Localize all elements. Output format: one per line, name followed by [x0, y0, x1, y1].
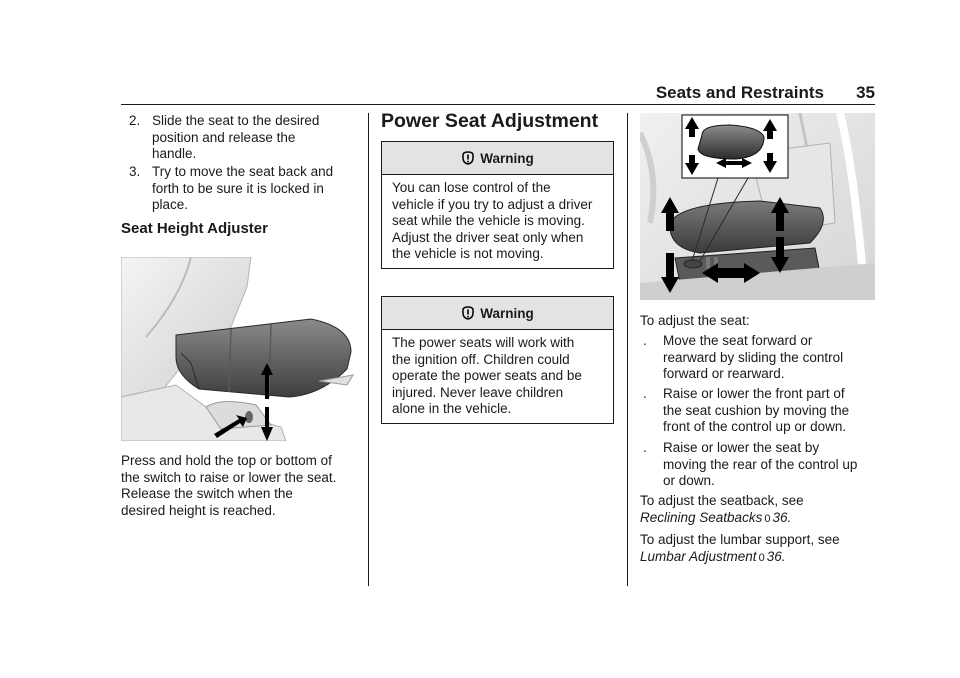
bullet-marker: .	[643, 333, 647, 348]
reclining-seatbacks-link[interactable]: Reclining Seatbacks	[640, 509, 763, 525]
bullet-marker: .	[643, 440, 647, 455]
warning-box-1	[381, 141, 614, 269]
bullet-text: Raise or lower the front part of the seat cushion by moving the front of the control up or down.	[663, 386, 850, 434]
warning-box-2	[381, 296, 614, 424]
bullet-text: Move the seat forward or rearward by sliding the control forward or rearward.	[663, 333, 844, 381]
page-ref[interactable]: 36.	[772, 509, 792, 525]
warning-text: The power seats will work with the ignition off. Children could operate the power seats and be injured. Never leave children alone in the vehicle.	[392, 335, 582, 416]
warning-header: Warning	[382, 297, 613, 330]
seat-height-illustration	[121, 257, 357, 441]
column-divider-left	[368, 113, 369, 586]
page-number: 35	[856, 83, 875, 102]
bullet-text: Raise or lower the seat by moving the rear of the control up or down.	[663, 440, 858, 488]
header-rule	[121, 104, 875, 105]
lumbar-adjustment-link[interactable]: Lumbar Adjustment	[640, 548, 757, 564]
seatback-reference: To adjust the seatback, see Reclining Seatbacks 0 36.	[640, 493, 804, 525]
bullet-marker: .	[643, 386, 647, 401]
seat-height-heading: Seat Height Adjuster	[121, 220, 268, 237]
warning-icon	[461, 306, 475, 321]
step-number: 3.	[129, 164, 141, 179]
step-text: Slide the seat to the desired position and release the handle.	[152, 113, 320, 161]
power-seat-illustration	[640, 113, 875, 300]
adjust-intro: To adjust the seat:	[640, 313, 750, 328]
lumbar-reference: To adjust the lumbar support, see Lumbar Adjustment 0 36.	[640, 532, 840, 564]
page-ref[interactable]: 36.	[766, 548, 786, 564]
page-ref-symbol: 0	[764, 512, 771, 525]
page-ref-symbol: 0	[758, 551, 765, 564]
column-divider-right	[627, 113, 628, 586]
step-text: Try to move the seat back and forth to be sure it is locked in place.	[152, 164, 334, 212]
warning-icon	[461, 151, 475, 166]
section-title: Seats and Restraints	[655, 83, 824, 102]
power-seat-heading: Power Seat Adjustment	[381, 110, 599, 132]
warning-text: You can lose control of the vehicle if you try to adjust a driver seat while the vehicle is moving. Adjust the driver seat only when the vehicle is not moving.	[392, 180, 593, 261]
warning-header: Warning	[382, 142, 613, 175]
height-paragraph: Press and hold the top or bottom of the switch to raise or lower the seat. Release the switch when the desired height is reached.	[121, 453, 337, 518]
step-number: 2.	[129, 113, 141, 128]
